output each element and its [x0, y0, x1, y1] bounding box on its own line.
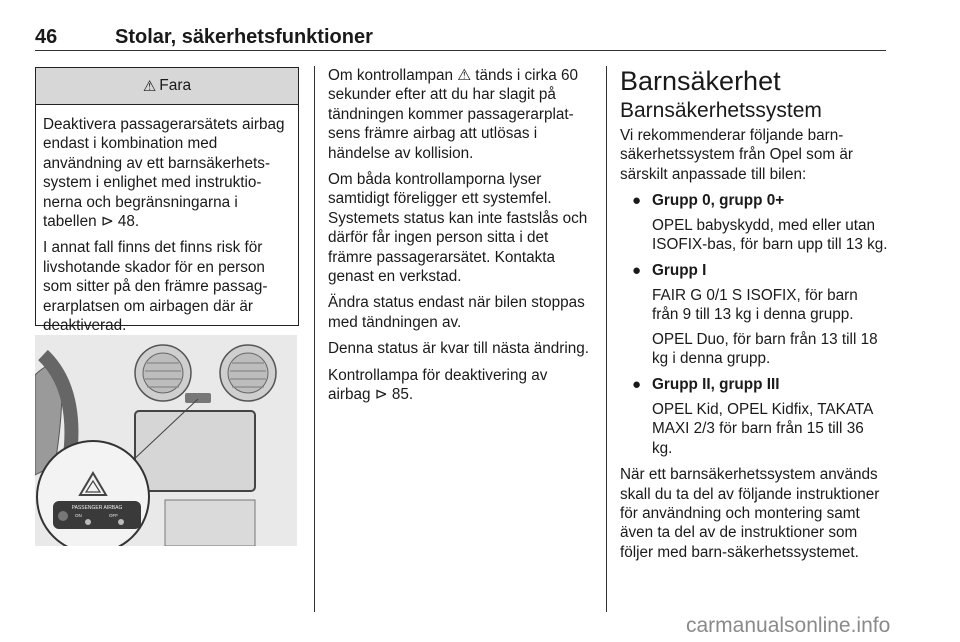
- middle-column: [328, 66, 592, 412]
- group-description: FAIR G 0/1 S ISOFIX, för barn från 9 till 13 kg i denna grupp.: [652, 286, 858, 324]
- danger-warning-box: [35, 67, 299, 335]
- group-title: Grupp II, grupp III: [652, 376, 780, 394]
- body-paragraph: Kontrollampa för deaktivering av airbag ⊳ 85.: [328, 366, 548, 404]
- warning-paragraph: Deaktivera passagerarsätets airbag endast i kombination med användning av ett barnsäkerhets-system i enlighet med instruktio-nerna och begränsningarna i tabellen ⊳ 48.: [43, 116, 285, 231]
- airbag-off-label: OFF: [109, 513, 118, 518]
- group-list: [620, 191, 888, 458]
- subsection-heading: Barnsäkerhetssystem: [620, 99, 822, 122]
- bullet-icon: ●: [632, 376, 642, 394]
- group-description: OPEL babyskydd, med eller utan ISOFIX-bas, för barn upp till 13 kg.: [652, 216, 888, 254]
- list-item: [620, 375, 888, 458]
- warning-body: [36, 105, 298, 335]
- group-title: Grupp I: [652, 262, 707, 280]
- page-header: [35, 26, 886, 50]
- page-number: 46: [35, 26, 58, 48]
- body-paragraph: Om kontrollampan ⚠ tänds i cirka 60 sekunder efter att du har slagit på tändningen kommer passagerarplat-sens främre airbag att utlösas i händelse av kollision.: [328, 67, 579, 162]
- body-paragraph: Ändra status endast när bilen stoppas med tändningen av.: [328, 294, 585, 331]
- body-paragraph: Om båda kontrollamporna lyser samtidigt föreligger ett systemfel. Systemets status kan inte fastslås och därför får ingen person sitta i det främre passagerarsätet. Kontakta genast en verkstad.: [328, 171, 588, 286]
- warning-header: [36, 68, 298, 105]
- intro-paragraph: Vi rekommenderar följande barn-säkerhetssystem från Opel som är särskilt anpassade till bilen:: [620, 127, 853, 183]
- list-item: [620, 191, 888, 254]
- list-item: [620, 261, 888, 368]
- airbag-switch-illustration: [35, 335, 297, 546]
- header-divider: [35, 50, 886, 51]
- watermark: carmanualsonline.info: [686, 614, 891, 637]
- bullet-icon: ●: [632, 262, 642, 280]
- section-heading: Barnsäkerhet: [620, 66, 781, 96]
- warning-paragraph: I annat fall finns det finns risk för livshotande skador för en person som sitter på den främre passag-erarplatsen om airbagen där är deaktiverad.: [43, 239, 268, 335]
- group-description: OPEL Duo, för barn från 13 till 18 kg i denna grupp.: [652, 330, 878, 368]
- dashboard-drawing: [35, 335, 297, 546]
- right-column: [620, 66, 888, 569]
- outro-paragraph: När ett barnsäkerhetssystem används skall du ta del av följande instruktioner för användning och montering samt även ta del av de instruktioner som följer med barn-säkerhetssystemet.: [620, 466, 880, 561]
- chapter-title: Stolar, säkerhetsfunktioner: [115, 26, 373, 48]
- airbag-panel-label: PASSENGER AIRBAG: [71, 505, 123, 511]
- warning-triangle-icon: ⚠: [142, 78, 157, 95]
- column-divider-left: [314, 66, 315, 612]
- body-paragraph: Denna status är kvar till nästa ändring.: [328, 340, 590, 358]
- group-description: OPEL Kid, OPEL Kidfix, TAKATA MAXI 2/3 för barn från 15 till 36 kg.: [652, 400, 873, 457]
- group-title: Grupp 0, grupp 0+: [652, 192, 785, 210]
- warning-title: Fara: [159, 77, 192, 94]
- airbag-on-label: ON: [75, 513, 82, 518]
- bullet-icon: ●: [632, 192, 642, 210]
- column-divider-right: [606, 66, 607, 612]
